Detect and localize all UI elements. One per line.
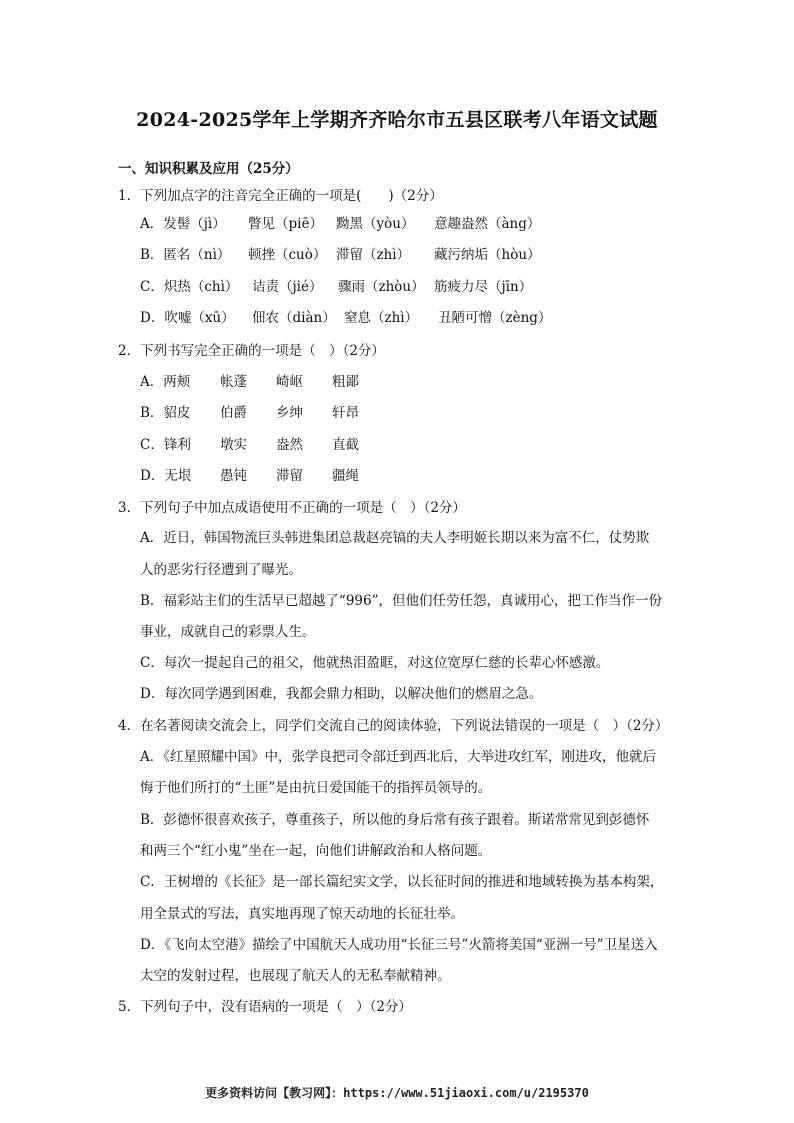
option-item: D．吹嘘（xū） <box>140 310 235 326</box>
option-item: 轩昂 <box>332 405 359 421</box>
option-item: 瞥见（piē） <box>248 216 323 232</box>
question-4-option-b-line-2: 和两三个“红小鬼”坐在一起，向他们讲解政治和人格问题。 <box>140 843 492 859</box>
option-item: 帐蓬 <box>220 374 247 390</box>
question-2-option-d <box>140 467 359 485</box>
question-1-stem: 1．下列加点字的注音完全正确的一项是( )（2分） <box>118 188 443 204</box>
question-3-option-a-line-1: A．近日，韩国物流巨头韩进集团总裁赵亮镐的夫人李明姬长期以来为富不仁，仗势欺 <box>140 530 650 546</box>
option-item: 黝黑（yòu） <box>336 216 415 232</box>
option-item: 窒息（zhì） <box>344 310 419 326</box>
option-item: A．两颊 <box>140 374 191 390</box>
footer-link[interactable]: 更多资料访问【教习网】：https://www.51jiaoxi.com/u/2195370 <box>205 1086 589 1100</box>
option-item: A．发髻（jì） <box>140 216 226 232</box>
option-item: 丑陋可憎（zèng） <box>438 310 552 326</box>
question-4-option-b-line-1: B．彭德怀很喜欢孩子，尊重孩子，所以他的身后常有孩子跟着。斯诺常常见到彭德怀 <box>140 812 650 828</box>
option-item: 藏污纳垢（hòu） <box>434 247 541 263</box>
option-item: 滞留（zhì） <box>336 247 411 263</box>
question-1-option-c <box>140 278 532 296</box>
question-2-stem: 2．下列书写完全正确的一项是（ ）（2分） <box>118 343 385 359</box>
question-1-option-d <box>140 309 551 327</box>
option-item: 筋疲力尽（jīn） <box>434 279 533 295</box>
option-item: 崎岖 <box>276 374 303 390</box>
question-3-option-c: C．每次一提起自己的祖父，他就热泪盈眶，对这位宽厚仁慈的长辈心怀感激。 <box>140 655 610 671</box>
option-item: 墩实 <box>220 437 247 453</box>
option-item: 伯爵 <box>220 405 247 421</box>
question-4-stem: 4．在名著阅读交流会上，同学们交流自己的阅读体验，下列说法错误的一项是（ ）（2分） <box>118 718 669 734</box>
option-item: 意趣盎然（àng） <box>434 216 541 232</box>
option-item: 骤雨（zhòu） <box>338 279 425 295</box>
question-2-option-b <box>140 404 359 422</box>
question-4-option-d-line-1: D．《飞向太空港》描绘了中国航天人成功用“长征三号”火箭将美国“亚洲一号”卫星送入 <box>140 937 658 953</box>
option-item: D．无垠 <box>140 468 192 484</box>
question-1-option-b <box>140 246 541 264</box>
question-3-option-a-line-2: 人的恶劣行径遭到了曝光。 <box>140 562 302 578</box>
option-item: B．貂皮 <box>140 405 191 421</box>
question-3-option-b-line-2: 事业，成就自己的彩票人生。 <box>140 624 316 640</box>
option-item: 乡绅 <box>276 405 303 421</box>
question-4-option-d-line-2: 太空的发射过程，也展现了航天人的无私奉献精神。 <box>140 968 451 984</box>
option-item: 顿挫（cuò） <box>248 247 327 263</box>
question-5-stem: 5．下列句子中，没有语病的一项是（ ）（2分） <box>118 999 412 1015</box>
question-3-option-b-line-1: B．福彩站主们的生活早已超越了“996”，但他们任劳任怨，真诚用心，把工作当作一份 <box>140 593 662 609</box>
question-1-option-a <box>140 215 540 233</box>
option-item: 诘责（jié） <box>252 279 323 295</box>
question-4-option-c-line-2: 用全景式的写法，真实地再现了惊天动地的长征壮举。 <box>140 906 464 922</box>
question-4-option-a-line-1: A．《红星照耀中国》中，张学良把司令部迁到西北后，大举进攻红军，刚进攻，他就后 <box>140 749 656 765</box>
option-item: C．锋利 <box>140 437 191 453</box>
question-4-option-a-line-2: 悔于他们所打的“土匪”是由抗日爱国能干的指挥员领导的。 <box>140 780 492 796</box>
section-heading: 一、知识积累及应用（25分） <box>118 161 299 177</box>
question-2-option-a <box>140 373 359 391</box>
question-4-option-c-line-1: C．王树增的《长征》是一部长篇纪实文学，以长征时间的推进和地域转换为基本构架， <box>140 874 664 890</box>
option-item: 愚钝 <box>220 468 247 484</box>
question-3-stem: 3．下列句子中加点成语使用不正确的一项是（ ）（2分） <box>118 500 466 516</box>
option-item: 疆绳 <box>332 468 359 484</box>
option-item: 直截 <box>332 437 359 453</box>
option-item: 粗鄙 <box>332 374 359 390</box>
page-title: 2024-2025学年上学期齐齐哈尔市五县区联考八年语文试题 <box>136 109 658 131</box>
option-item: 佃农（diàn） <box>252 310 336 326</box>
option-item: B．匿名（nì） <box>140 247 231 263</box>
question-2-option-c <box>140 436 359 454</box>
question-3-option-d: D．每次同学遇到困难，我都会鼎力相助，以解决他们的燃眉之急。 <box>140 686 543 702</box>
option-item: C．炽热（chì） <box>140 279 239 295</box>
option-item: 盎然 <box>276 437 303 453</box>
option-item: 滞留 <box>276 468 303 484</box>
